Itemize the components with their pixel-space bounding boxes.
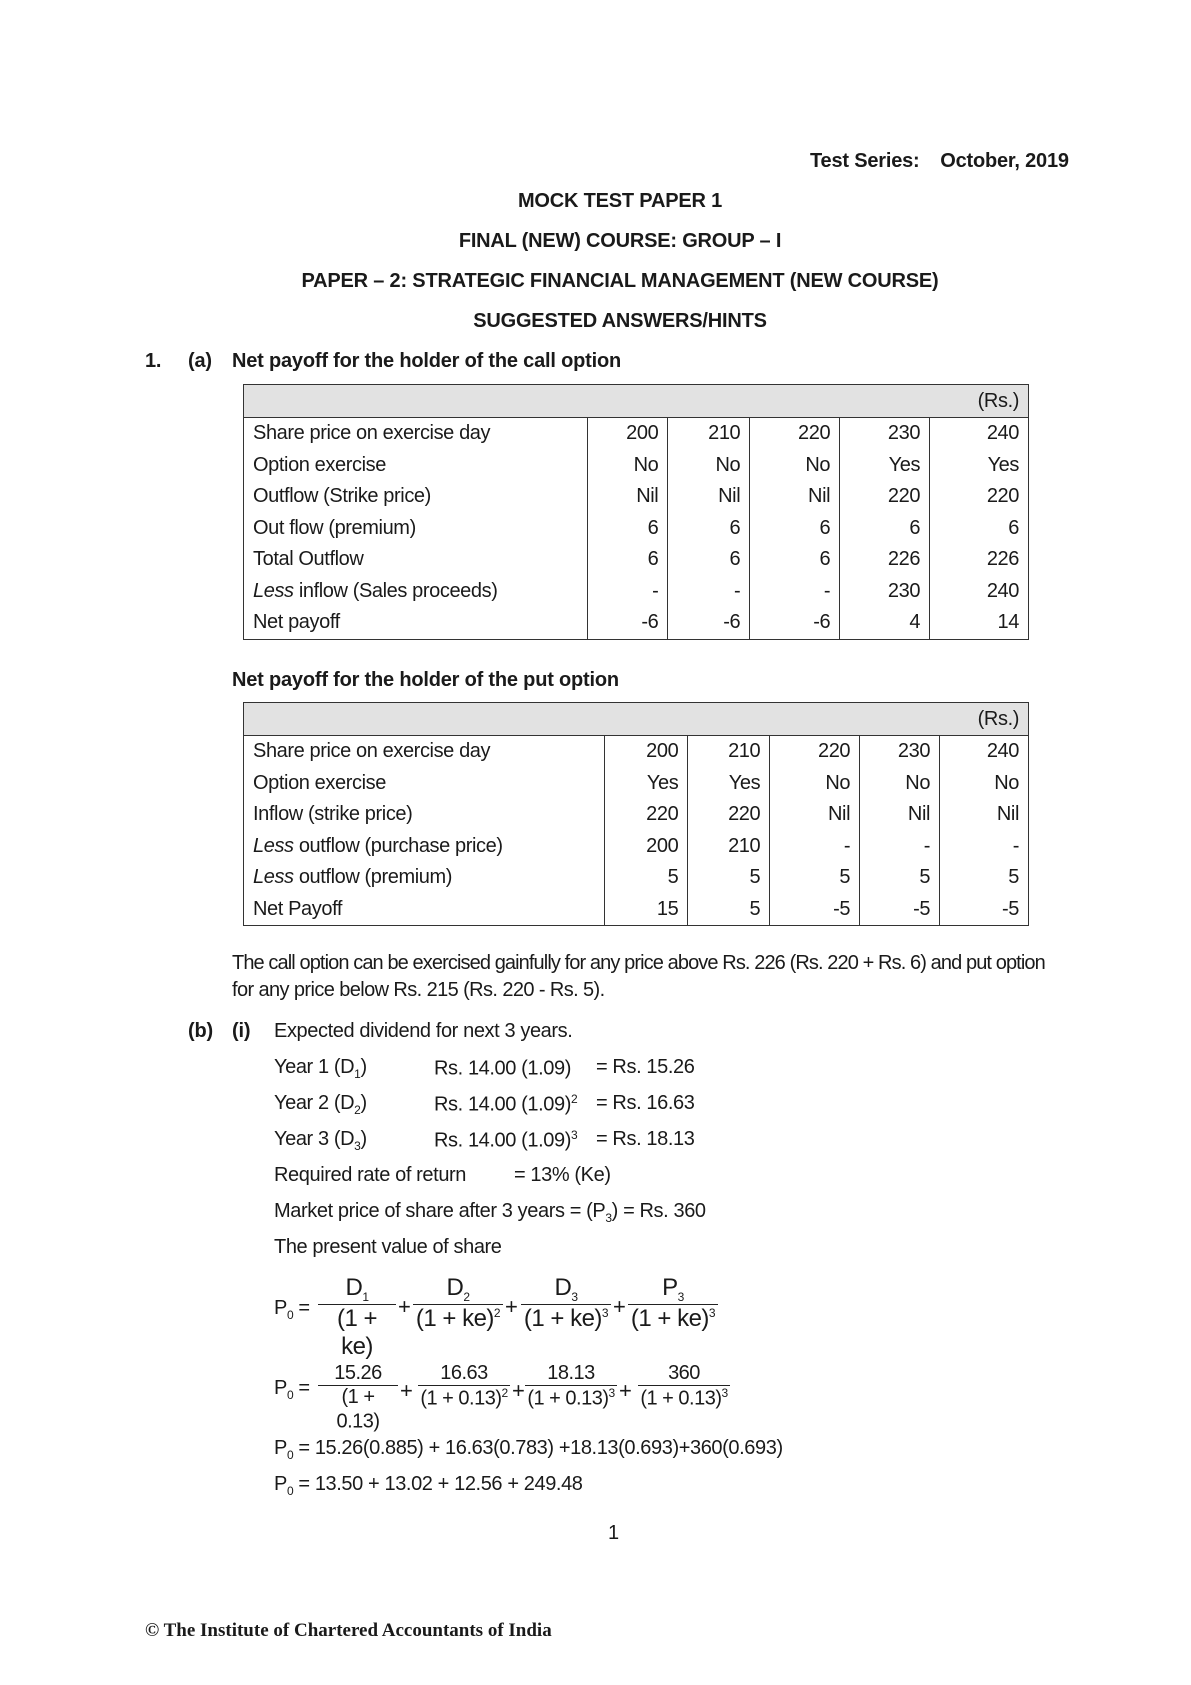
num-text: 360 — [668, 1362, 700, 1384]
denominator — [318, 1305, 396, 1361]
part-b-i-label: (i) — [232, 1020, 251, 1042]
put-option-table — [243, 702, 1029, 926]
call-option-table — [243, 384, 1029, 640]
cell-value: 220 — [840, 481, 930, 513]
calc-text: Rs. 14.00 (1.09) — [434, 1093, 572, 1116]
cell-value: 220 — [605, 799, 688, 831]
row-label — [244, 894, 605, 926]
title-answers: SUGGESTED ANSWERS/HINTS — [473, 310, 767, 332]
table-row — [244, 799, 1029, 831]
cell-value: 6 — [750, 513, 840, 545]
series-label: Test Series: — [810, 150, 920, 172]
year-sub: 3 — [354, 1139, 361, 1153]
numerator — [638, 1362, 730, 1385]
dividend-result: = Rs. 18.13 — [596, 1128, 695, 1150]
cell-value: No — [860, 768, 940, 800]
row-label-text: inflow (Sales proceeds) — [293, 579, 498, 602]
cell-value: - — [750, 576, 840, 608]
cell-value: 200 — [605, 831, 688, 863]
cell-value: -5 — [940, 894, 1029, 926]
den-text: (1 + 0.13) — [336, 1386, 380, 1433]
cell-value: - — [668, 576, 750, 608]
table-row — [244, 450, 1029, 482]
den-exp: 3 — [608, 1386, 615, 1400]
row-label — [244, 607, 588, 639]
numerator — [318, 1362, 398, 1385]
denominator — [521, 1305, 611, 1333]
cell-value: 230 — [860, 736, 940, 768]
cell-value: -5 — [860, 894, 940, 926]
cell-value: Yes — [930, 450, 1029, 482]
table-row — [244, 481, 1029, 513]
market-price-sub: 3 — [605, 1211, 612, 1225]
dividend-year — [274, 1092, 367, 1117]
plus-sign: + — [512, 1378, 525, 1403]
den-text: (1 + 0.13) — [640, 1387, 722, 1410]
cell-value: -6 — [668, 607, 750, 639]
cell-value: 6 — [930, 513, 1029, 545]
dividend-calc — [434, 1092, 577, 1117]
cell-value: Nil — [668, 481, 750, 513]
cell-value: - — [588, 576, 668, 608]
fraction — [525, 1362, 617, 1411]
row-label-text: Share price on exercise day — [253, 422, 491, 445]
plus-sign: + — [619, 1378, 632, 1403]
b-intro: Expected dividend for next 3 years. — [274, 1020, 573, 1042]
num-text: D — [345, 1274, 363, 1301]
num-text: 16.63 — [440, 1362, 488, 1384]
den-text: (1 + 0.13) — [527, 1387, 609, 1410]
question-number: 1. — [145, 350, 162, 372]
test-series — [810, 150, 1069, 173]
den-text: (1 + ke) — [630, 1304, 709, 1332]
pv-sum: = 13.50 + 13.02 + 12.56 + 249.48 — [293, 1473, 583, 1495]
series-date: October, 2019 — [940, 150, 1069, 172]
row-label-text: Option exercise — [253, 771, 386, 794]
cell-value: No — [770, 768, 860, 800]
year-close: ) — [360, 1092, 367, 1114]
title-course: FINAL (NEW) COURSE: GROUP – I — [458, 230, 782, 252]
cell-value: 240 — [930, 576, 1029, 608]
cell-value: 226 — [840, 544, 930, 576]
cell-value: 210 — [688, 831, 770, 863]
dividend-result: = Rs. 15.26 — [596, 1056, 695, 1078]
num-text: 15.26 — [334, 1362, 382, 1384]
cell-value: 226 — [930, 544, 1029, 576]
cell-value: 240 — [930, 418, 1029, 450]
dividend-calc — [434, 1128, 577, 1153]
cell-value: 6 — [840, 513, 930, 545]
row-label-text: Out flow (premium) — [253, 516, 416, 539]
row-label-text: Outflow (Strike price) — [253, 485, 431, 508]
denominator — [418, 1386, 510, 1411]
calc-text: Rs. 14.00 (1.09) — [434, 1129, 572, 1152]
call-heading: Net payoff for the holder of the call option — [232, 350, 621, 372]
equals: = — [293, 1377, 310, 1399]
row-label-text: Option exercise — [253, 453, 386, 476]
year-text: Year 1 (D — [274, 1056, 355, 1078]
cell-value: 220 — [770, 736, 860, 768]
fraction — [318, 1362, 398, 1434]
plus-sign: + — [613, 1294, 626, 1319]
less-emphasis: Less — [253, 834, 294, 857]
den-exp: 2 — [501, 1386, 508, 1400]
table-row — [244, 513, 1029, 545]
table-row — [244, 894, 1029, 926]
row-label — [244, 481, 588, 513]
cell-value: Nil — [588, 481, 668, 513]
calc-exp: 2 — [571, 1092, 578, 1106]
table-row — [244, 544, 1029, 576]
num-sub: 2 — [463, 1289, 470, 1304]
table-row — [244, 831, 1029, 863]
den-exp: 3 — [601, 1305, 609, 1320]
denominator — [525, 1386, 617, 1411]
cell-value: No — [750, 450, 840, 482]
cell-value: 200 — [605, 736, 688, 768]
cell-value: 230 — [840, 576, 930, 608]
den-text: (1 + ke) — [336, 1304, 378, 1360]
row-label-text: Inflow (strike price) — [253, 803, 413, 826]
cell-value: -5 — [770, 894, 860, 926]
table-row — [244, 736, 1029, 768]
denominator — [638, 1386, 730, 1411]
year-sub: 2 — [354, 1103, 361, 1117]
den-text: (1 + 0.13) — [420, 1387, 502, 1410]
cell-value: 6 — [588, 513, 668, 545]
den-text: (1 + ke) — [415, 1304, 494, 1332]
market-price-text-b: ) = Rs. 360 — [611, 1200, 706, 1222]
num-sub: 1 — [362, 1289, 369, 1304]
cell-value: 5 — [688, 862, 770, 894]
part-a-label: (a) — [188, 350, 212, 372]
year-close: ) — [360, 1056, 367, 1078]
row-label — [244, 862, 605, 894]
p0-sub: 0 — [286, 1484, 294, 1498]
title-mock-test: MOCK TEST PAPER 1 — [517, 190, 723, 212]
cell-value: 5 — [688, 894, 770, 926]
cell-value: 5 — [860, 862, 940, 894]
p0: P — [274, 1297, 287, 1319]
cell-value: 220 — [688, 799, 770, 831]
dividend-result: = Rs. 16.63 — [596, 1092, 695, 1114]
cell-value: 240 — [940, 736, 1029, 768]
dividend-year — [274, 1128, 367, 1153]
less-emphasis: Less — [253, 579, 294, 602]
den-text: (1 + ke) — [523, 1304, 602, 1332]
table-row — [244, 576, 1029, 608]
num-text: P — [662, 1274, 678, 1301]
cell-value: Yes — [688, 768, 770, 800]
conclusion-line-1: The call option can be exercised gainfully for any price above Rs. 226 (Rs. 220 + Rs. 6) and put option — [232, 952, 1045, 974]
denominator — [318, 1386, 398, 1434]
dividend-year — [274, 1056, 367, 1081]
row-label — [244, 513, 588, 545]
denominator — [628, 1305, 718, 1333]
page-number: 1 — [608, 1522, 619, 1544]
unit-label: (Rs.) — [244, 703, 1029, 736]
row-label-text: Net payoff — [253, 611, 340, 634]
row-label-text: Share price on exercise day — [253, 740, 491, 763]
fraction — [413, 1274, 503, 1333]
cell-value: -6 — [588, 607, 668, 639]
equals: = — [293, 1297, 310, 1319]
footer-copyright: © The Institute of Chartered Accountants of India — [145, 1620, 552, 1641]
cell-value: No — [668, 450, 750, 482]
cell-value: 210 — [668, 418, 750, 450]
year-text: Year 3 (D — [274, 1128, 355, 1150]
cell-value: 220 — [930, 481, 1029, 513]
p0-sub: 0 — [286, 1308, 294, 1322]
row-label — [244, 418, 588, 450]
numerator — [418, 1362, 510, 1385]
row-label — [244, 736, 605, 768]
cell-value: 15 — [605, 894, 688, 926]
dividend-calc — [434, 1056, 571, 1081]
cell-value: - — [770, 831, 860, 863]
year-sub: 1 — [354, 1067, 361, 1081]
pv-line-3 — [274, 1437, 783, 1462]
row-label — [244, 576, 588, 608]
cell-value: No — [940, 768, 1029, 800]
numerator — [413, 1274, 503, 1304]
plus-sign: + — [398, 1294, 411, 1319]
plus-sign: + — [505, 1294, 518, 1319]
year-close: ) — [360, 1128, 367, 1150]
row-label — [244, 831, 605, 863]
pv-label: The present value of share — [274, 1236, 502, 1258]
p0-label-2 — [274, 1377, 310, 1402]
cell-value: 6 — [588, 544, 668, 576]
p0-label-1 — [274, 1297, 310, 1322]
market-price — [274, 1200, 706, 1225]
num-text: D — [554, 1274, 572, 1301]
cell-value: 6 — [668, 544, 750, 576]
fraction — [638, 1362, 730, 1411]
cell-value: 5 — [605, 862, 688, 894]
put-heading: Net payoff for the holder of the put option — [232, 669, 619, 691]
numerator — [525, 1362, 617, 1385]
fraction — [628, 1274, 718, 1333]
unit-label: (Rs.) — [244, 385, 1029, 418]
row-label-text: Total Outflow — [253, 548, 364, 571]
fraction — [418, 1362, 510, 1411]
den-exp: 3 — [708, 1305, 716, 1320]
cell-value: 220 — [750, 418, 840, 450]
den-exp: 2 — [493, 1305, 501, 1320]
table-row — [244, 768, 1029, 800]
numerator — [628, 1274, 718, 1304]
num-text: 18.13 — [547, 1362, 595, 1384]
num-sub: 3 — [677, 1289, 684, 1304]
less-emphasis: Less — [253, 866, 294, 889]
p0: P — [274, 1437, 287, 1459]
part-b-label: (b) — [188, 1020, 213, 1042]
numerator — [521, 1274, 611, 1304]
cell-value: 6 — [750, 544, 840, 576]
plus-sign: + — [400, 1378, 413, 1403]
row-label-text: outflow (purchase price) — [293, 834, 503, 857]
market-price-text: Market price of share after 3 years = (P — [274, 1200, 606, 1222]
calc-text: Rs. 14.00 (1.09) — [434, 1057, 572, 1080]
row-label — [244, 450, 588, 482]
cell-value: 230 — [840, 418, 930, 450]
numerator — [318, 1274, 396, 1304]
cell-value: Nil — [940, 799, 1029, 831]
cell-value: 200 — [588, 418, 668, 450]
calc-exp: 3 — [571, 1128, 578, 1142]
cell-value: Nil — [860, 799, 940, 831]
p0: P — [274, 1377, 287, 1399]
pv-calc: = 15.26(0.885) + 16.63(0.783) +18.13(0.693)+360(0.693) — [293, 1437, 783, 1459]
cell-value: 5 — [770, 862, 860, 894]
cell-value: - — [940, 831, 1029, 863]
cell-value: Nil — [770, 799, 860, 831]
denominator — [413, 1305, 503, 1333]
cell-value: -6 — [750, 607, 840, 639]
cell-value: 5 — [940, 862, 1029, 894]
row-label-text: Net Payoff — [253, 897, 343, 920]
cell-value: Yes — [605, 768, 688, 800]
fraction — [521, 1274, 611, 1333]
row-label — [244, 768, 605, 800]
table-row — [244, 862, 1029, 894]
p0: P — [274, 1473, 287, 1495]
row-label — [244, 544, 588, 576]
cell-value: No — [588, 450, 668, 482]
title-paper: PAPER – 2: STRATEGIC FINANCIAL MANAGEMENT (NEW COURSE) — [301, 270, 939, 292]
row-label-text: outflow (premium) — [293, 866, 453, 889]
req-return-value: = 13% (Ke) — [514, 1164, 611, 1186]
pv-line-4 — [274, 1473, 583, 1498]
table-row — [244, 418, 1029, 450]
table-row — [244, 607, 1029, 639]
num-sub: 3 — [571, 1289, 578, 1304]
cell-value: Nil — [750, 481, 840, 513]
req-return-label: Required rate of return — [274, 1164, 467, 1186]
p0-sub: 0 — [286, 1448, 294, 1462]
conclusion-line-2: for any price below Rs. 215 (Rs. 220 - Rs. 5). — [232, 979, 605, 1001]
cell-value: 4 — [840, 607, 930, 639]
cell-value: 210 — [688, 736, 770, 768]
year-text: Year 2 (D — [274, 1092, 355, 1114]
cell-value: Yes — [840, 450, 930, 482]
fraction — [318, 1274, 396, 1361]
den-exp: 3 — [721, 1386, 728, 1400]
cell-value: 14 — [930, 607, 1029, 639]
cell-value: 6 — [668, 513, 750, 545]
num-text: D — [446, 1274, 464, 1301]
p0-sub: 0 — [286, 1388, 294, 1402]
row-label — [244, 799, 605, 831]
cell-value: - — [860, 831, 940, 863]
